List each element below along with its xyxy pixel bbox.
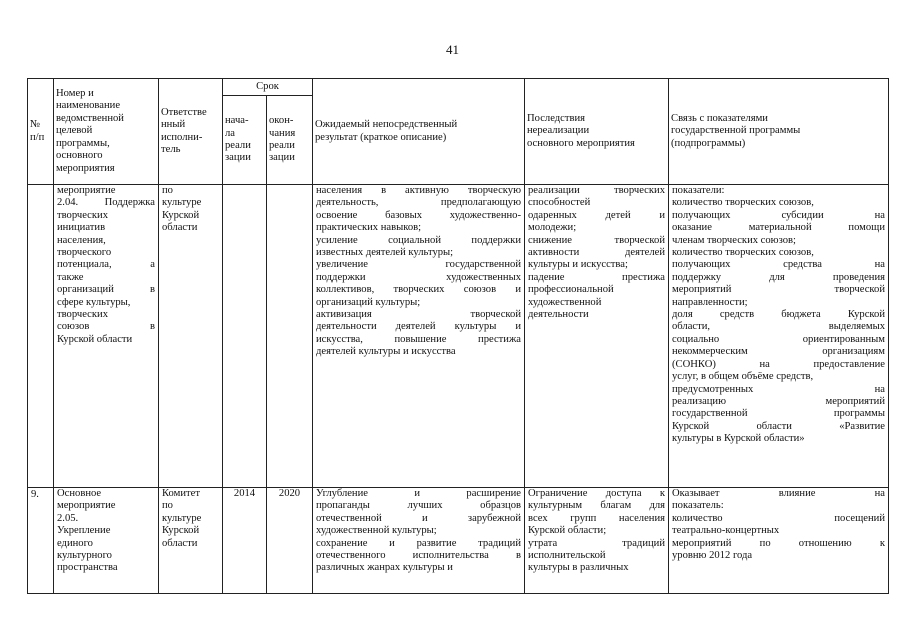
text-line: 2.05. (57, 512, 79, 524)
text-line: тель (161, 143, 181, 155)
header-term-end (267, 96, 313, 185)
row-link (669, 488, 889, 594)
text-line: пропаганды лучших образцов (316, 500, 521, 512)
text-line: творческих (57, 209, 108, 221)
header-term: Срок (223, 79, 313, 96)
text-line: падение престижа (528, 271, 665, 283)
row-start (223, 185, 267, 488)
text-line: Основное (57, 488, 102, 499)
text-line: искусства, повышение престижа (316, 333, 521, 345)
text-line: утрата традиций (528, 537, 665, 549)
text-line: области (162, 537, 198, 549)
text-line: инициатив (57, 222, 106, 234)
text-line: культуры в различных (528, 562, 629, 574)
text-line: исполни- (161, 131, 203, 143)
text-line: мероприятий творческой (672, 284, 885, 296)
text-line: количество творческих союзов, (672, 197, 814, 209)
text-line: ведомственной (56, 112, 124, 124)
header-link (669, 79, 889, 185)
row-end (267, 185, 313, 488)
text-line: наименование (56, 100, 121, 112)
text-line: Углубление и расширение (316, 488, 521, 499)
text-line: союзов в (57, 321, 155, 333)
text-line: реали (225, 140, 251, 151)
text-line: культуры в Курской области» (672, 433, 805, 445)
text-line: зации (225, 152, 251, 164)
row-consequences (525, 488, 669, 594)
header-term-start (223, 96, 267, 185)
text-line: мероприятия (56, 162, 115, 174)
header-expected (313, 79, 525, 185)
text-line: п/п (30, 131, 45, 143)
text-line: нача- (225, 115, 249, 127)
text-line: по (162, 185, 173, 196)
text-line: Последствия (527, 112, 586, 124)
text-line: Курской области (57, 333, 133, 345)
text-line: культурного (57, 550, 112, 562)
text-line: различных жанрах культуры и (316, 562, 453, 574)
text-line: сфере культуры, (57, 296, 131, 308)
text-line: Связь с показателями (671, 112, 768, 124)
text-line: по (162, 500, 173, 512)
row-consequences (525, 185, 669, 488)
page-number: 41 (446, 42, 459, 57)
text-line: уровню 2012 года (672, 550, 753, 562)
row-expected (313, 185, 525, 488)
text-line: способностей (528, 197, 591, 209)
text-line: творческих (57, 309, 108, 321)
text-line: отечественного исполнительства в (316, 550, 521, 562)
text-line: показатель: (672, 500, 724, 512)
text-line: организаций культуры; (316, 296, 421, 308)
row-num (28, 185, 54, 488)
text-line: нереализации (527, 125, 590, 137)
text-line: целевой (56, 125, 93, 137)
text-line: зации (269, 152, 295, 164)
text-line: доля средств бюджета Курской (672, 309, 885, 321)
row-expected (313, 488, 525, 594)
text-line: активности деятелей (528, 247, 665, 259)
text-line: культуре (162, 512, 202, 524)
text-line: Курской области; (528, 525, 607, 537)
text-line: театрально-концертных (672, 525, 780, 537)
text-line: организаций в (57, 284, 155, 296)
text-line: окон- (269, 115, 294, 127)
text-line: мероприятие (57, 185, 116, 196)
text-line: результат (краткое описание) (315, 131, 447, 143)
text-line: деятельность, предполагающую (316, 197, 521, 209)
text-line: культурным благам для (528, 500, 665, 512)
text-line: исполнительской (528, 550, 606, 562)
text-line: пространства (57, 562, 118, 574)
text-line: количество посещений (672, 512, 885, 524)
text-line: единого (57, 537, 93, 549)
text-line: Комитет (162, 488, 200, 499)
header-num (28, 79, 54, 185)
text-line: получающих средства на (672, 259, 885, 271)
text-line: Номер и (56, 88, 94, 100)
text-line: показатели: (672, 185, 725, 196)
text-line: социально ориентированным (672, 333, 885, 345)
header-consequences (525, 79, 669, 185)
text-line: реализации творческих (528, 185, 665, 196)
text-line: ла (225, 127, 235, 139)
header-responsible (159, 79, 223, 185)
text-line: № (30, 119, 41, 131)
text-line: активизация творческой (316, 309, 521, 321)
text-line: мероприятий по отношению к (672, 537, 885, 549)
header-name (54, 79, 159, 185)
text-line: (СОНКО) на предоставление (672, 358, 885, 370)
text-line: культуры и искусства; (528, 259, 628, 271)
text-line: Оказывает влияние на (672, 488, 885, 499)
text-line: профессиональной (528, 284, 614, 296)
row-name (54, 185, 159, 488)
row-responsible (159, 488, 223, 594)
text-line: сохранение и развитие традиций (316, 537, 521, 549)
text-line: области (162, 222, 198, 234)
text-line: Курской (162, 209, 200, 221)
row-end: 2020 (267, 488, 313, 594)
text-line: известных деятелей культуры; (316, 247, 454, 259)
text-line: деятельности (528, 309, 589, 321)
text-line: коллективов, творческих союзов и (316, 284, 521, 296)
text-line: Курской области «Развитие (672, 420, 885, 432)
text-line: чания (269, 127, 296, 139)
text-line: (подпрограммы) (671, 137, 746, 149)
row-num: 9. (28, 488, 54, 594)
text-line: Ограничение доступа к (528, 488, 665, 499)
text-line: некоммерческим организациям (672, 346, 885, 358)
text-line: государственной программы (672, 408, 885, 420)
text-line: нный (161, 119, 186, 131)
text-line: потенциала, а (57, 259, 155, 271)
text-line: 2.04. Поддержка (57, 197, 155, 209)
text-line: программы, (56, 137, 110, 149)
text-line: молодежи; (528, 222, 577, 234)
text-line: направленности; (672, 296, 748, 308)
row-name (54, 488, 159, 594)
row-responsible (159, 185, 223, 488)
text-line: реализацию мероприятий (672, 395, 885, 407)
text-line: всех групп населения (528, 512, 665, 524)
text-line: отечественной и зарубежной (316, 512, 521, 524)
text-line: творческого (57, 247, 112, 259)
text-line: мероприятие (57, 500, 116, 512)
text-line: Укрепление (57, 525, 111, 537)
row-link (669, 185, 889, 488)
text-line: деятелей культуры и искусства (316, 346, 456, 358)
text-line: количество творческих союзов, (672, 247, 814, 259)
text-line: поддержку для проведения (672, 271, 885, 283)
text-line: членам творческих союзов; (672, 234, 796, 246)
table-row (28, 185, 889, 488)
text-line: населения, (57, 234, 106, 246)
text-line: основного мероприятия (527, 137, 635, 149)
text-line: освоение базовых художественно- (316, 209, 521, 221)
text-line: Ожидаемый непосредственный (315, 119, 458, 131)
text-line: населения в активную творческую (316, 185, 521, 196)
text-line: оказание материальной помощи (672, 222, 885, 234)
text-line: деятельности деятелей культуры и (316, 321, 521, 333)
text-line: увеличение государственной (316, 259, 521, 271)
text-line: поддержки художественных (316, 271, 521, 283)
text-line: усиление социальной поддержки (316, 234, 521, 246)
text-line: художественной культуры; (316, 525, 437, 537)
text-line: услуг, в общем объёме средств, (672, 371, 814, 383)
text-line: основного (56, 150, 103, 162)
text-line: государственной программы (671, 125, 801, 137)
text-line: культуре (162, 197, 202, 209)
table-row (28, 488, 889, 594)
text-line: получающих субсидии на (672, 209, 885, 221)
row-start: 2014 (223, 488, 267, 594)
text-line: предусмотренных на (672, 383, 885, 395)
text-line: практических навыков; (316, 222, 422, 234)
text-line: области, выделяемых (672, 321, 885, 333)
text-line: Курской (162, 525, 200, 537)
text-line: художественной (528, 296, 602, 308)
text-line: снижение творческой (528, 234, 665, 246)
text-line: реали (269, 140, 295, 151)
text-line: также (57, 271, 84, 283)
text-line: одаренных детей и (528, 209, 665, 221)
measures-table (27, 78, 889, 594)
text-line: Ответстве (161, 106, 207, 118)
